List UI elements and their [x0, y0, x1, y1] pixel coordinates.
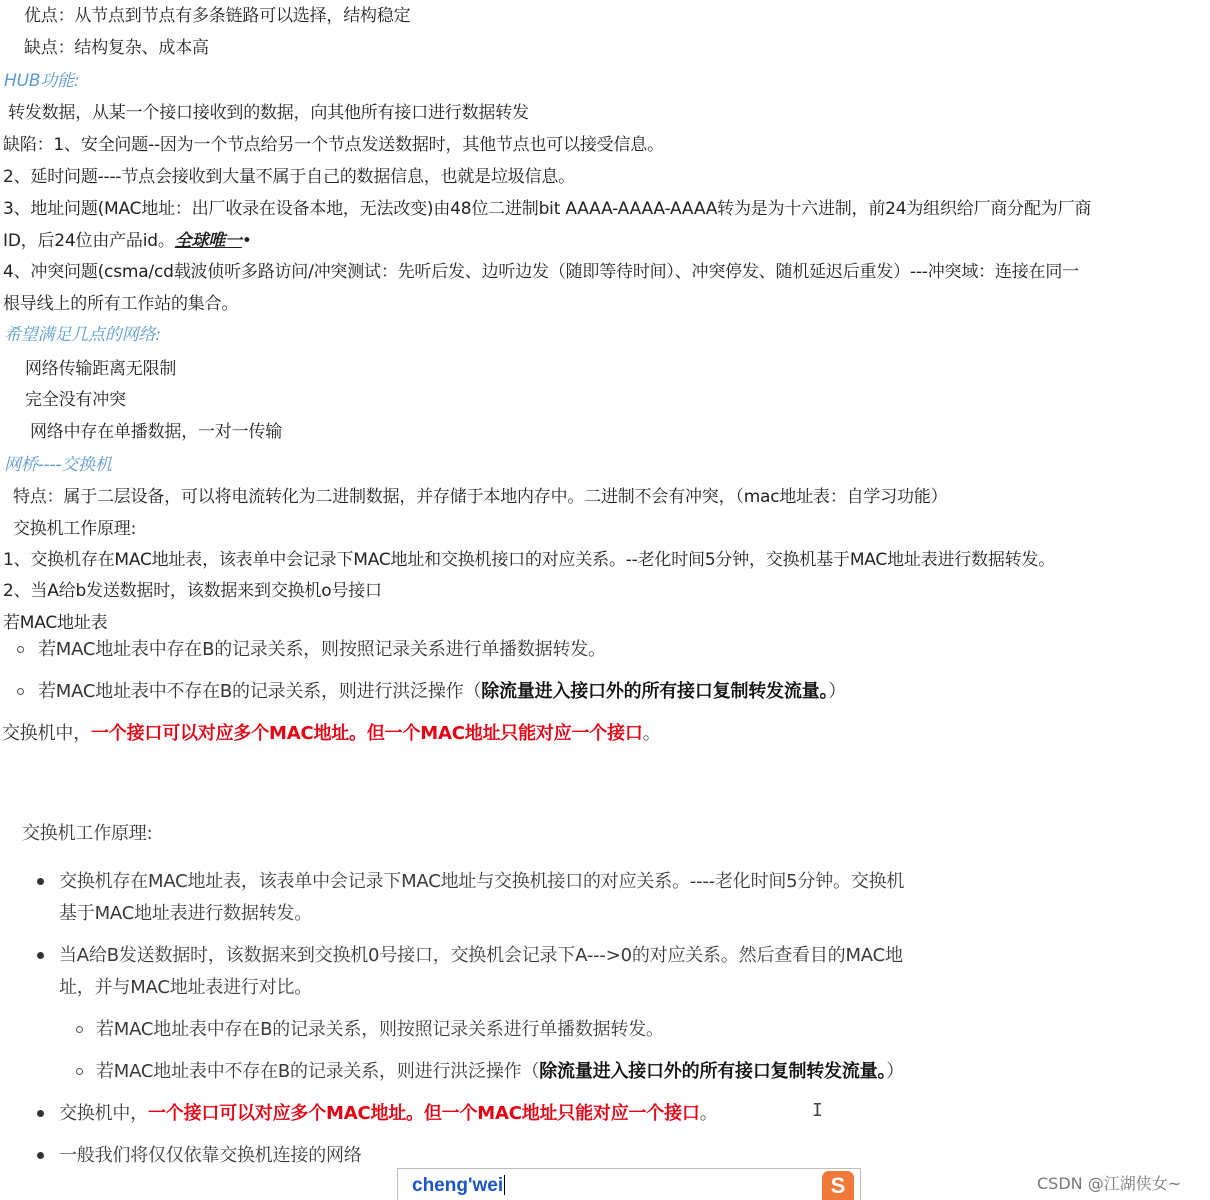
csdn-watermark: CSDN @江湖侠女~ [1037, 1174, 1182, 1193]
bridge-sub-1: 若MAC地址表中存在B的记录关系，则按照记录关系进行单播数据转发。 [38, 639, 606, 660]
section2-bullet-2-line2: 址，并与MAC地址表进行对比。 [59, 977, 313, 998]
bridge-principle-title: 交换机工作原理: [13, 519, 137, 539]
text-cursor-icon: I [812, 1100, 823, 1121]
hub-defect-3-line2 [3, 230, 252, 252]
bridge-conclusion-red: 一个接口可以对应多个MAC地址。但一个MAC地址只能对应一个接口 [91, 723, 643, 744]
section2-bullet-3-prefix: 交换机中， [59, 1103, 148, 1124]
hub-defect-1: 缺陷：1、安全问题--因为一个节点给另一个节点发送数据时，其他节点也可以接受信息。 [3, 135, 664, 155]
bridge-principle-1: 1、交换机存在MAC地址表，该表单中会记录下MAC地址和交换机接口的对应关系。--老化时间5分钟，交换机基于MAC地址表进行数据转发。 [3, 550, 1056, 570]
section2-sub-1: 若MAC地址表中存在B的记录关系，则按照记录关系进行单播数据转发。 [96, 1019, 664, 1040]
bridge-sub-2-suffix: ） [828, 681, 847, 702]
hub-forward-text: 转发数据，从某一个接口接收到的数据，向其他所有接口进行数据转发 [8, 103, 529, 123]
hub-defect-4-line1: 4、冲突问题(csma/cd载波侦听多路访问/冲突测试：先听后发、边听边发（随即等待时间）、冲突停发、随机延迟后重发）---冲突域：连接在同一 [3, 262, 1079, 282]
wish-item-3: 网络中存在单播数据，一对一传输 [30, 422, 282, 442]
section2-bullet-2-line1: 当A给B发送数据时，该数据来到交换机0号接口，交换机会记录下A--->0的对应关系。然后查看目的MAC地 [59, 945, 903, 966]
bridge-sub-2-prefix: 若MAC地址表中不存在B的记录关系，则进行洪泛操作（ [38, 681, 482, 702]
ime-caret [504, 1175, 505, 1195]
hub-defect-3-suffix: • [241, 231, 252, 251]
disadvantage-text: 缺点：结构复杂、成本高 [24, 38, 209, 58]
sogou-ime-icon[interactable]: S [822, 1171, 854, 1200]
bridge-heading: 网桥----交换机 [4, 455, 112, 475]
bullet-dot-icon [37, 1110, 44, 1117]
bullet-dot-icon [37, 952, 44, 959]
hub-defect-2: 2、延时问题----节点会接收到大量不属于自己的数据信息，也就是垃圾信息。 [3, 167, 575, 187]
wish-item-2: 完全没有冲突 [25, 390, 126, 410]
section2-bullet-4: 一般我们将仅仅依靠交换机连接的网络 [59, 1145, 362, 1166]
section2-sub-2-suffix: ） [886, 1061, 905, 1082]
section2-title: 交换机工作原理: [22, 823, 153, 844]
bridge-conclusion-prefix: 交换机中， [2, 723, 91, 744]
bullet-dot-icon [37, 1152, 44, 1159]
circle-bullet-icon [76, 1026, 83, 1033]
bridge-principle-2: 2、当A给b发送数据时，该数据来到交换机o号接口 [3, 581, 382, 601]
circle-bullet-icon [17, 688, 24, 695]
wish-item-1: 网络传输距离无限制 [25, 359, 177, 379]
bridge-sub-2 [38, 680, 846, 704]
bullet-dot-icon [37, 878, 44, 885]
hub-defect-4-line2: 根导线上的所有工作站的集合。 [3, 294, 239, 314]
bridge-conclusion [2, 722, 661, 746]
bridge-conclusion-suffix: 。 [642, 723, 661, 744]
section2-bullet-3-red: 一个接口可以对应多个MAC地址。但一个MAC地址只能对应一个接口 [148, 1103, 700, 1124]
mac-table-label: 若MAC地址表 [3, 613, 108, 633]
bridge-sub-2-bold: 除流量进入接口外的所有接口复制转发流量。 [481, 681, 829, 702]
hub-heading: HUB功能: [4, 71, 80, 91]
ime-input-text[interactable] [412, 1175, 505, 1197]
section2-bullet-1-line2: 基于MAC地址表进行数据转发。 [59, 903, 313, 924]
section2-sub-2-bold: 除流量进入接口外的所有接口复制转发流量。 [539, 1061, 887, 1082]
hub-defect-3-line1: 3、地址问题(MAC地址：出厂收录在设备本地，无法改变)由48位二进制bit AAAA-AAAA-AAAA转为是为十六进制，前24为组织给厂商分配为厂商 [3, 199, 1092, 219]
ime-composition-box[interactable] [397, 1168, 861, 1200]
hub-defect-3-prefix: ID，后24位由产品id。 [3, 231, 175, 251]
bridge-feature: 特点：属于二层设备，可以将电流转化为二进制数据，并存储于本地内存中。二进制不会有冲突，（mac地址表：自学习功能） [13, 487, 948, 507]
section2-bullet-3-suffix: 。 [699, 1103, 718, 1124]
section2-sub-2 [96, 1060, 904, 1084]
ime-input-value: cheng'wei [412, 1175, 504, 1196]
global-unique-emphasis: 全球唯一 [174, 231, 242, 251]
circle-bullet-icon [17, 646, 24, 653]
section2-bullet-1-line1: 交换机存在MAC地址表，该表单中会记录下MAC地址与交换机接口的对应关系。----老化时间5分钟。交换机 [59, 871, 905, 892]
section2-bullet-3 [59, 1102, 718, 1126]
circle-bullet-icon [76, 1068, 83, 1075]
section2-sub-2-prefix: 若MAC地址表中不存在B的记录关系，则进行洪泛操作（ [96, 1061, 540, 1082]
advantage-text: 优点：从节点到节点有多条链路可以选择，结构稳定 [24, 6, 411, 26]
wish-heading: 希望满足几点的网络: [4, 325, 161, 345]
